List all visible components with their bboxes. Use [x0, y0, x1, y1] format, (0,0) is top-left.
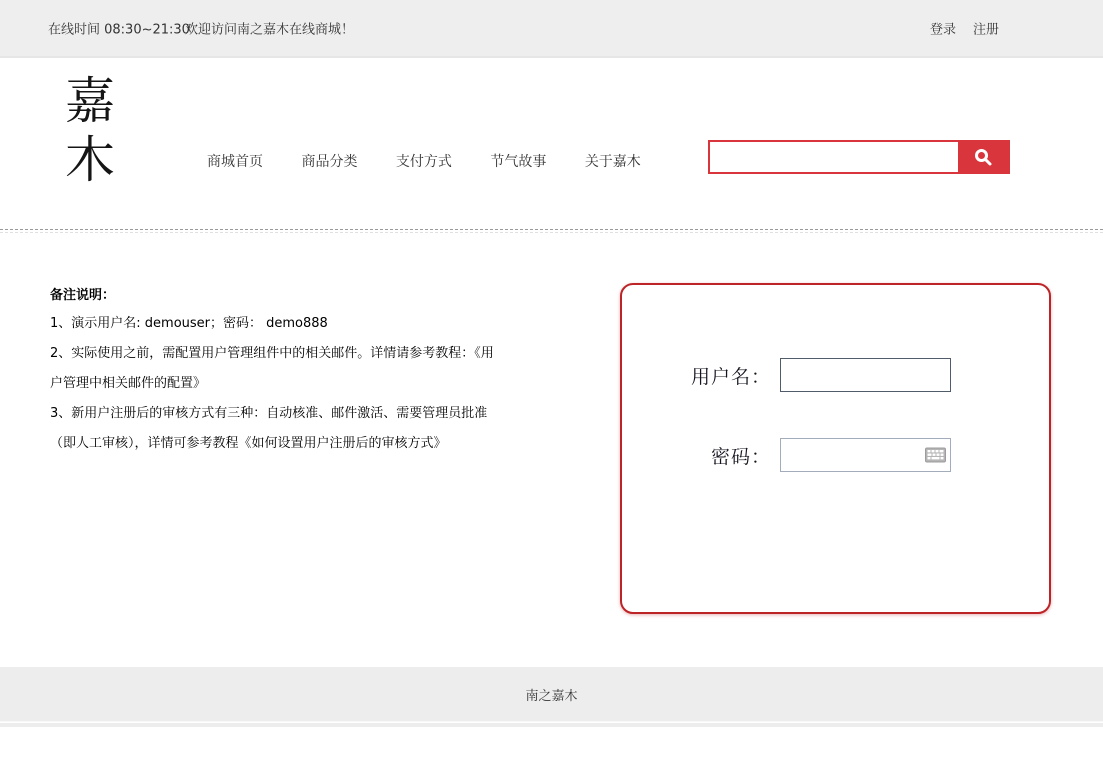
username-input[interactable]	[780, 358, 951, 392]
login-link[interactable]: 登录	[929, 22, 956, 38]
search-input[interactable]	[710, 142, 958, 172]
footer-text: 南之嘉木	[525, 688, 578, 704]
nav-item-stories[interactable]: 节气故事	[490, 154, 547, 170]
dashed-divider	[0, 229, 1103, 233]
footer-sub-band	[0, 723, 1103, 727]
nav-item-categories[interactable]: 商品分类	[301, 154, 358, 170]
note-line: 2、实际使用之前，需配置用户管理组件中的相关邮件。详情请参考教程：《用	[50, 346, 494, 361]
username-row	[622, 358, 1049, 392]
nav-item-about[interactable]: 关于嘉木	[584, 154, 641, 170]
register-link[interactable]: 注册	[972, 22, 999, 38]
main-nav	[207, 151, 675, 171]
logo-char-top: 嘉	[65, 72, 115, 130]
notes-title: 备注说明：	[50, 288, 116, 303]
password-row	[622, 438, 1049, 472]
topbar	[0, 0, 1103, 58]
nav-item-home[interactable]: 商城首页	[207, 154, 263, 170]
password-label: 密码：	[710, 445, 771, 468]
login-panel	[620, 283, 1051, 614]
search-box	[708, 140, 1010, 174]
footer	[0, 667, 1103, 722]
search-icon	[973, 147, 993, 167]
welcome-text: 欢迎访问南之嘉木在线商城！	[185, 22, 355, 38]
notes-block	[50, 283, 510, 459]
nav-item-payment[interactable]: 支付方式	[395, 154, 452, 170]
username-label: 用户名：	[690, 365, 771, 388]
site-logo[interactable]	[58, 72, 122, 190]
logo-char-bottom: 木	[65, 131, 115, 189]
note-line: 户管理中相关邮件的配置》	[50, 376, 207, 391]
note-line: （即人工审核），详情可参考教程《如何设置用户注册后的审核方式》	[50, 436, 447, 451]
online-time-text: 在线时间 08:30~21:30	[48, 22, 190, 38]
note-line: 3、新用户注册后的审核方式有三种：自动核准、邮件激活、需要管理员批准	[50, 406, 488, 421]
search-button[interactable]	[958, 142, 1008, 172]
note-line: 1、演示用户名: demouser；密码： demo888	[50, 316, 328, 331]
keyboard-icon[interactable]	[925, 448, 946, 463]
